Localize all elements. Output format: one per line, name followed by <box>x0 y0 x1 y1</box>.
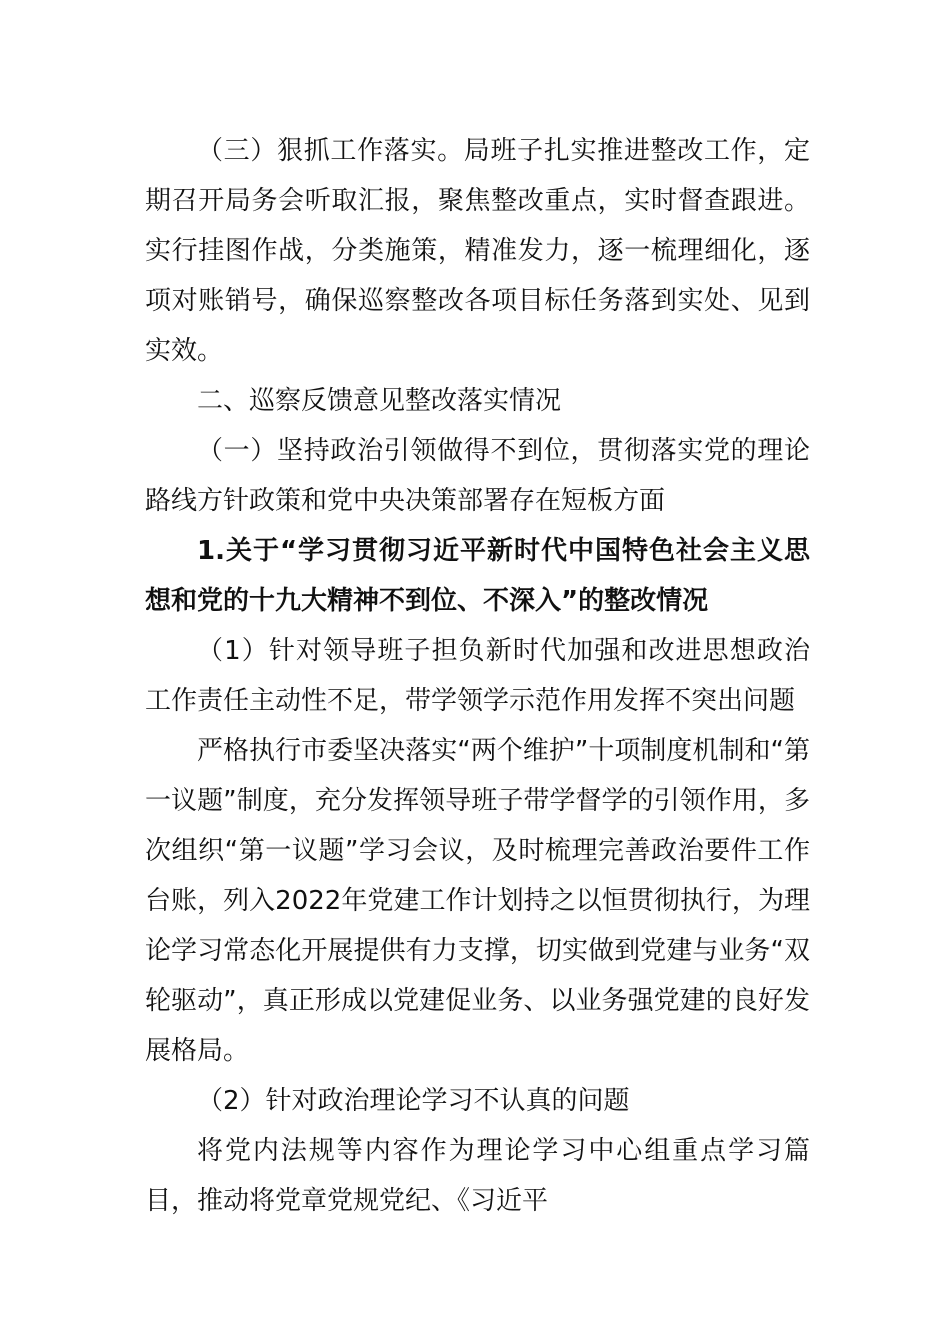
section-heading-rectification: 二、巡察反馈意见整改落实情况 <box>197 386 562 416</box>
point-heading-leadership-team: （1）针对领导班子担负新时代加强和改进思想政治工作责任主动性不足，带学领学示范作用发挥不突出问题 <box>145 636 810 716</box>
point-heading-theory-study: （2）针对政治理论学习不认真的问题 <box>197 1086 630 1116</box>
subsection-heading-political-leadership: （一）坚持政治引领做得不到位，贯彻落实党的理论路线方针政策和党中央决策部署存在短板方面 <box>145 436 810 516</box>
paragraph-work-implementation: （三）狠抓工作落实。局班子扎实推进整改工作，定期召开局务会听取汇报，聚焦整改重点，实时督查跟进。实行挂图作战，分类施策，精准发力，逐一梳理细化，逐项对账销号，确保巡察整改各项目标任务落到实处、见到实效。 <box>145 136 810 366</box>
document-body <box>145 126 810 1226</box>
paragraph-two-safeguards: 严格执行市委坚决落实“两个维护”十项制度机制和“第一议题”制度，充分发挥领导班子带学督学的引领作用，多次组织“第一议题”学习会议，及时梳理完善政治要件工作台账，列入2022年党建工作计划持之以恒贯彻执行，为理论学习常态化开展提供有力支撑，切实做到党建与业务“双轮驱动”，真正形成以党建促业务、以业务强党建的良好发展格局。 <box>145 736 810 1066</box>
item-heading-study-thought: 1.关于“学习贯彻习近平新时代中国特色社会主义思想和党的十九大精神不到位、不深入”的整改情况 <box>145 536 810 616</box>
paragraph-party-regulations: 将党内法规等内容作为理论学习中心组重点学习篇目，推动将党章党规党纪、《习近平 <box>145 1136 810 1216</box>
